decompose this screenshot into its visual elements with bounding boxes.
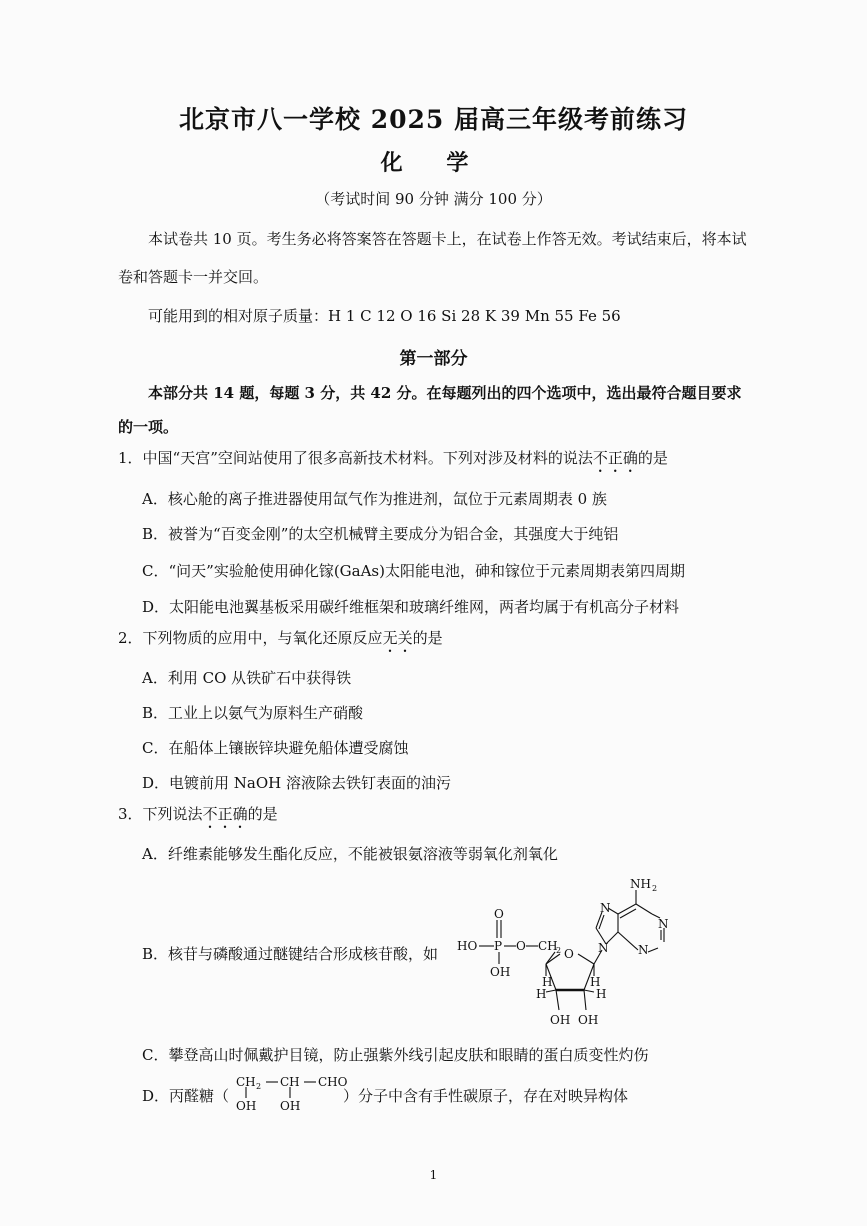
option-text: 攀登高山时佩戴护目镜，防止强紫外线引起皮肤和眼睛的蛋白质变性灼伤 <box>168 1046 649 1064</box>
nitrogen-label: N <box>600 901 611 915</box>
exam-title: 北京市八一学校 2025 届高三年级考前练习 <box>179 105 688 134</box>
question-stem-text: 下列物质的应用中，与氧化还原反应 <box>142 629 383 647</box>
section-title: 第一部分 <box>399 349 468 369</box>
option-letter: D． <box>142 598 170 616</box>
hydroxyl-label: HO <box>457 939 478 953</box>
question-1-option-b <box>142 523 618 544</box>
question-3-option-c <box>142 1044 649 1065</box>
question-1-option-a <box>142 488 607 509</box>
subscript-label: 2 <box>652 884 658 893</box>
question-3-option-d <box>142 1085 628 1106</box>
instructions-line-1: 本试卷共 10 页。考生务必将答案答在答题卡上，在试卷上作答无效。考试结束后，将本试 <box>148 230 747 248</box>
glyceraldehyde-structure <box>232 1074 352 1116</box>
section-desc-line-2: 的一项。 <box>118 418 179 436</box>
question-3-option-b <box>142 943 438 964</box>
subject-title: 化 学 <box>380 150 487 176</box>
question-2-option-c <box>142 737 409 758</box>
nitrogen-label: N <box>638 943 649 957</box>
option-letter: C． <box>142 1046 169 1064</box>
hydroxyl-label: OH <box>236 1099 257 1113</box>
emphasis-text: 无关 <box>382 629 413 647</box>
atomic-masses: 可能用到的相对原子质量：H 1 C 12 O 16 Si 28 K 39 Mn 55 Fe 56 <box>148 307 621 325</box>
option-letter: B． <box>142 704 169 722</box>
question-1-option-c <box>142 560 685 581</box>
question-2-option-a <box>142 667 351 688</box>
phosphorus-label: P <box>494 939 503 953</box>
question-1-option-d <box>142 596 679 617</box>
option-letter: C． <box>142 739 169 757</box>
question-stem-text: 的是 <box>247 805 278 823</box>
hydrogen-label: H <box>536 987 547 1001</box>
option-letter: B． <box>142 945 169 963</box>
option-text: 丙醛糖（ <box>169 1087 230 1105</box>
question-3-option-a <box>142 843 558 864</box>
hydroxyl-label: OH <box>578 1013 599 1027</box>
ring-oxygen-label: O <box>564 947 574 961</box>
methylene-label: CH <box>236 1075 256 1089</box>
emphasis-text: 不正确 <box>202 805 248 823</box>
page-number: 1 <box>429 1168 438 1182</box>
option-letter: A． <box>142 845 168 863</box>
option-letter: A． <box>142 669 168 687</box>
emphasis-text: 不正确 <box>592 449 638 467</box>
question-stem-text: 下列说法 <box>142 805 203 823</box>
question-stem-text: 的是 <box>412 629 443 647</box>
aldehyde-label: CHO <box>318 1075 348 1089</box>
question-2-option-b <box>142 702 363 723</box>
nitrogen-label: N <box>598 941 609 955</box>
subscript-label: 2 <box>556 946 562 955</box>
option-text: “问天”实验舱使用砷化镓(GaAs)太阳能电池，砷和镓位于元素周期表第四周期 <box>168 562 685 580</box>
oxygen-label: O <box>516 939 526 953</box>
question-1-stem <box>118 447 668 476</box>
hydrogen-label: H <box>542 975 553 989</box>
option-letter: B． <box>142 525 169 543</box>
question-stem-text: 中国“天宫”空间站使用了很多高新技术材料。下列对涉及材料的说法 <box>142 449 593 467</box>
question-stem-text: 的是 <box>637 449 668 467</box>
subscript-label: 2 <box>256 1082 262 1091</box>
amino-label: NH <box>630 877 651 891</box>
hydroxyl-label: OH <box>280 1099 301 1113</box>
question-number: 2． <box>118 629 143 647</box>
exam-time-info: （考试时间 90 分钟 满分 100 分） <box>315 190 552 208</box>
option-letter: D． <box>142 1087 170 1105</box>
question-number: 1． <box>118 449 143 467</box>
option-letter: D． <box>142 774 170 792</box>
option-text: 利用 CO 从铁矿石中获得铁 <box>167 669 352 687</box>
hydrogen-label: H <box>596 987 607 1001</box>
option-text: 太阳能电池翼基板采用碳纤维框架和玻璃纤维网，两者均属于有机高分子材料 <box>169 598 680 616</box>
option-text: 核心舱的离子推进器使用氙气作为推进剂，氙位于元素周期表 0 族 <box>167 490 607 508</box>
nucleotide-structure <box>452 872 692 1032</box>
option-text: 核苷与磷酸通过醚键结合形成核苷酸，如 <box>168 945 439 963</box>
question-2-option-d <box>142 772 451 793</box>
methine-label: CH <box>280 1075 300 1089</box>
oxygen-label: O <box>494 907 504 921</box>
option-text: 工业上以氨气为原料生产硝酸 <box>168 704 364 722</box>
option-text: 在船体上镶嵌锌块避免船体遭受腐蚀 <box>168 739 409 757</box>
hydroxyl-label: OH <box>490 965 511 979</box>
option-text: 被誉为“百变金刚”的太空机械臂主要成分为铝合金，其强度大于纯铝 <box>168 525 619 543</box>
option-text: 纤维素能够发生酯化反应，不能被银氨溶液等弱氧化剂氧化 <box>167 845 558 863</box>
option-letter: C． <box>142 562 169 580</box>
methylene-label: CH <box>538 939 558 953</box>
section-desc-line-1: 本部分共 14 题，每题 3 分，共 42 分。在每题列出的四个选项中，选出最符合题目要求 <box>148 384 742 402</box>
hydrogen-label: H <box>590 975 601 989</box>
option-letter: A． <box>142 490 168 508</box>
instructions-line-2: 卷和答题卡一并交回。 <box>118 268 269 286</box>
nitrogen-label: N <box>658 917 669 931</box>
question-2-stem <box>118 627 443 656</box>
question-3-stem <box>118 803 278 832</box>
hydroxyl-label: OH <box>550 1013 571 1027</box>
option-text: ）分子中含有手性碳原子，存在对映异构体 <box>343 1087 629 1105</box>
question-number: 3． <box>118 805 143 823</box>
option-text: 电镀前用 NaOH 溶液除去铁钉表面的油污 <box>169 774 452 792</box>
